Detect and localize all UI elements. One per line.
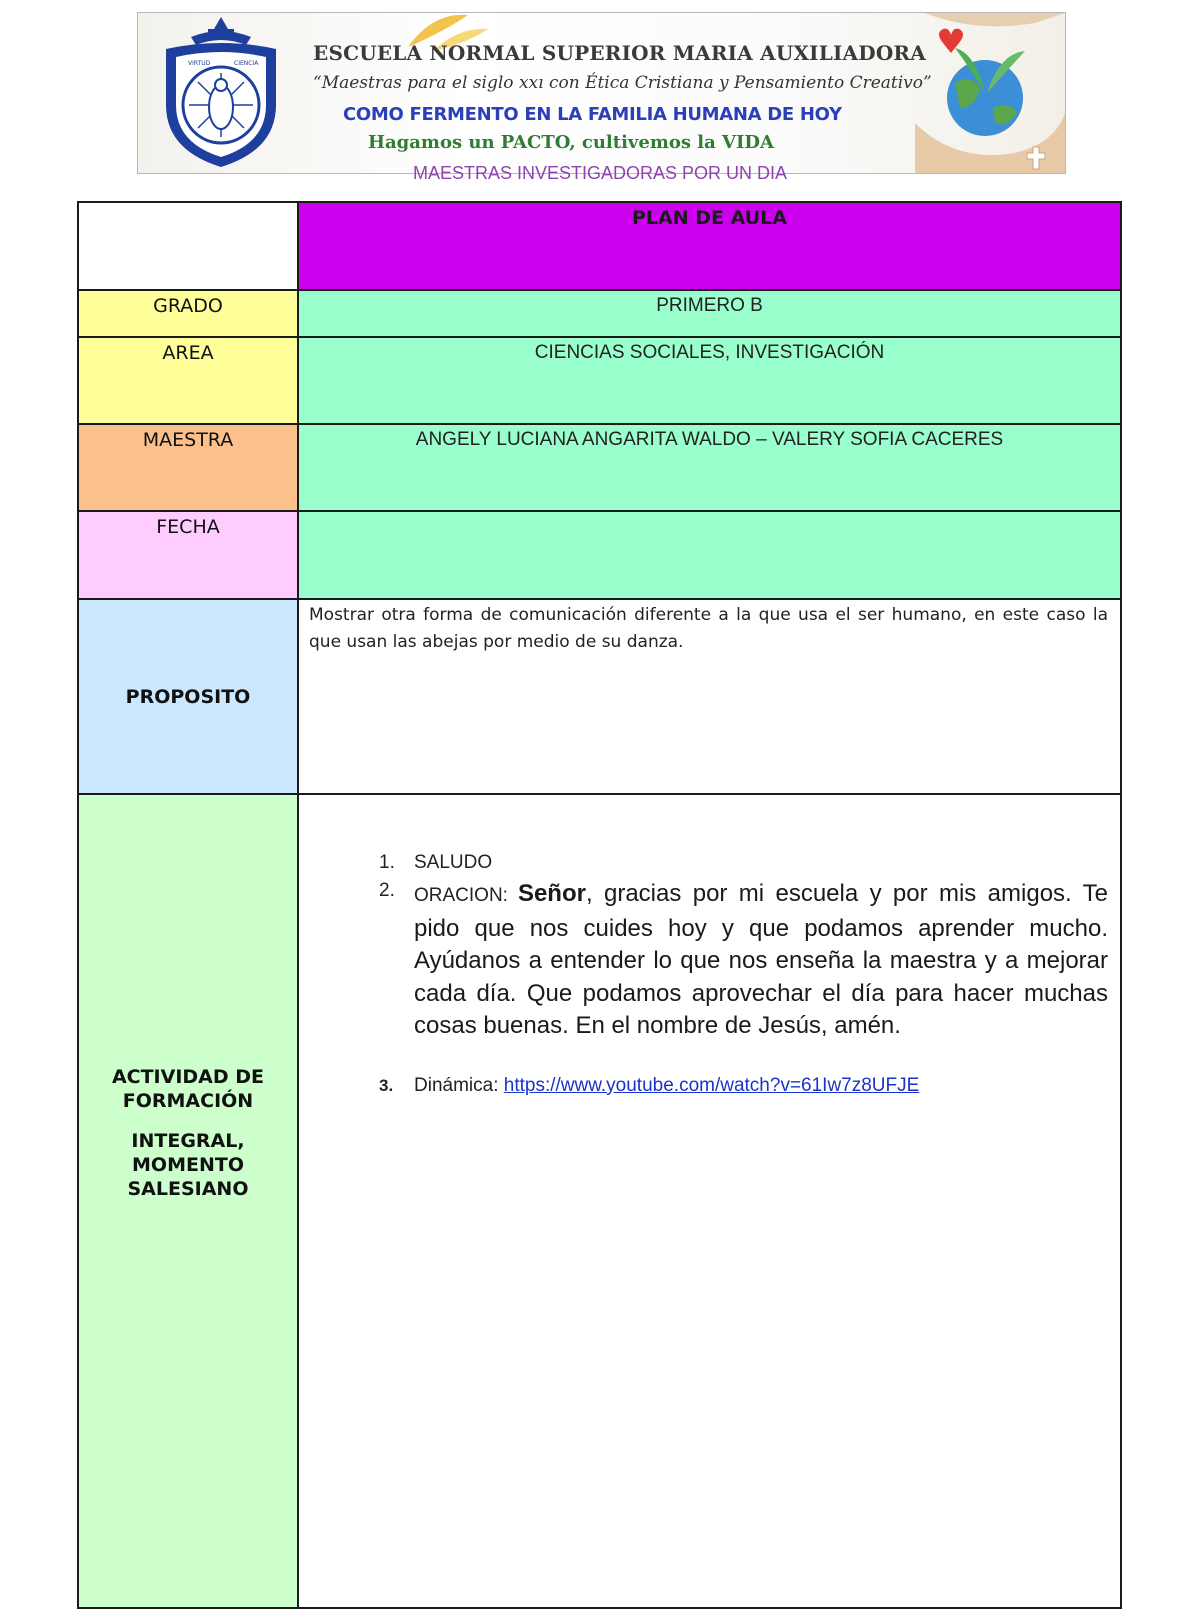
actividad-content xyxy=(298,794,1121,1608)
maestra-value: ANGELY LUCIANA ANGARITA WALDO – VALERY SOFIA CACERES xyxy=(298,424,1121,511)
pacto-slogan: Hagamos un PACTO, cultivemos la VIDA xyxy=(368,132,775,153)
list-number: 3. xyxy=(379,1075,394,1095)
list-number: 1. xyxy=(379,852,395,873)
shield-virtud-text: VIRTUD xyxy=(188,60,211,67)
list-number: 2. xyxy=(379,880,395,901)
table-row-area xyxy=(78,337,1121,424)
maestra-label: MAESTRA xyxy=(78,424,298,511)
table-row-maestra xyxy=(78,424,1121,511)
list-item-dinamica xyxy=(369,1071,1108,1101)
sub-header-title: MAESTRAS INVESTIGADORAS POR UN DIA xyxy=(412,163,788,183)
proposito-value: Mostrar otra forma de comunicación diferente a la que usa el ser humano, en este caso la que usan las abejas por medio de su danza. xyxy=(298,599,1121,794)
table-row-actividad xyxy=(78,794,1121,1608)
plan-de-aula-table xyxy=(77,201,1122,1609)
youtube-link[interactable]: https://www.youtube.com/watch?v=61Iw7z8UFJE xyxy=(503,1074,920,1096)
dinamica-text xyxy=(414,1071,1108,1101)
list-item-text: SALUDO xyxy=(414,852,493,873)
table-row-fecha xyxy=(78,511,1121,599)
prayer-bold-word: Señor xyxy=(517,880,586,907)
list-item-saludo xyxy=(369,848,1108,878)
table-row-proposito xyxy=(78,599,1121,794)
school-shield-logo xyxy=(146,15,296,173)
proposito-label: PROPOSITO xyxy=(78,599,298,794)
shield-ciencia-text: CIENCIA xyxy=(234,60,259,67)
hands-globe-plant-icon xyxy=(915,13,1065,173)
school-name: ESCUELA NORMAL SUPERIOR MARIA AUXILIADORA xyxy=(313,41,926,65)
school-banner xyxy=(137,12,1066,174)
area-label: AREA xyxy=(78,337,298,424)
grado-value: PRIMERO B xyxy=(298,290,1121,337)
actividad-label-line2: INTEGRAL, MOMENTO SALESIANO xyxy=(127,1130,249,1200)
ferment-slogan: COMO FERMENTO EN LA FAMILIA HUMANA DE HOY xyxy=(343,104,842,125)
actividad-label xyxy=(78,794,298,1608)
area-value: CIENCIAS SOCIALES, INVESTIGACIÓN xyxy=(298,337,1121,424)
prayer-text xyxy=(414,878,1108,1043)
oracion-lead: ORACION: xyxy=(414,885,518,906)
header-empty-cell xyxy=(78,202,298,290)
list-item-oracion xyxy=(369,878,1108,1043)
dinamica-lead: Dinámica: xyxy=(414,1074,504,1096)
school-motto: “Maestras para el siglo xxı con Ética Cristiana y Pensamiento Creativo” xyxy=(313,73,932,93)
grado-label: GRADO xyxy=(78,290,298,337)
prayer-body: , gracias por mi escuela y por mis amigos. Te pido que nos cuides hoy y que podamos aprender mucho. Ayúdanos a entender lo que nos enseña la maestra y a mejorar cada día. Que podamos aprovechar el día para hacer muchas cosas buenas. En el nombre de Jesús, amén. xyxy=(414,880,1108,1039)
fecha-value xyxy=(298,511,1121,599)
actividad-label-line1: ACTIVIDAD DE FORMACIÓN xyxy=(111,1066,265,1112)
fecha-label: FECHA xyxy=(78,511,298,599)
table-row-header xyxy=(78,202,1121,290)
table-row-grado xyxy=(78,290,1121,337)
plan-de-aula-title: PLAN DE AULA xyxy=(298,202,1121,290)
